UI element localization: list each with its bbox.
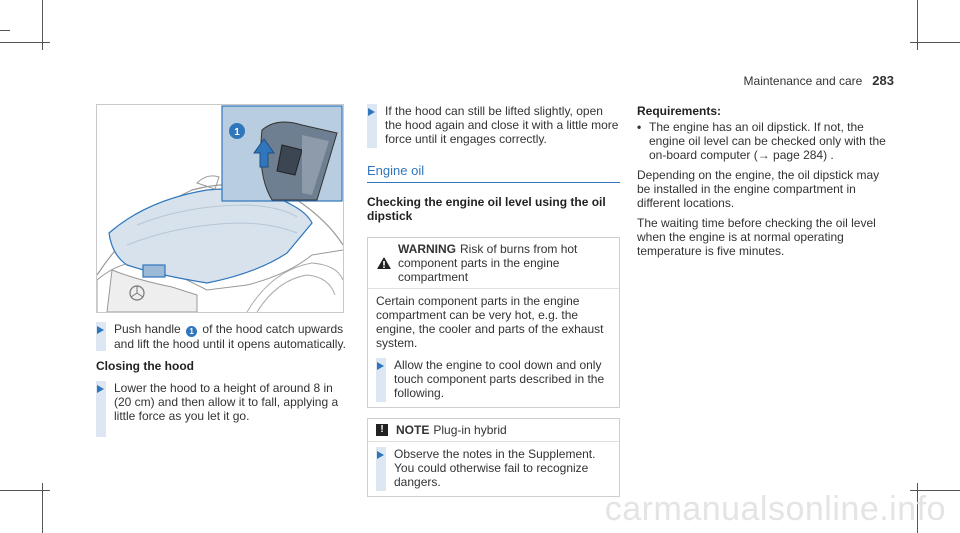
step-bar (96, 381, 106, 437)
warning-title: Risk of burns from hot component parts in the engine compartment (398, 242, 578, 284)
step-text: Allow the engine to cool down and only touch component parts described in the following. (394, 358, 605, 400)
bullet-dot: • (637, 120, 642, 134)
play-arrow-icon (377, 362, 384, 370)
step-bar (376, 447, 386, 491)
step-text: If the hood can still be lifted slightly, open the hood again and close it with a little more force until it engages correctly. (385, 104, 619, 146)
requirement-item (637, 120, 891, 162)
play-arrow-icon (97, 326, 104, 334)
warning-step (376, 358, 611, 402)
header-section: Maintenance and care (743, 74, 863, 88)
warning-triangle-icon (376, 256, 392, 270)
paragraph: The waiting time before checking the oil level when the engine is at normal operating temperature is five minutes. (637, 216, 876, 258)
step-bar (367, 104, 377, 148)
step-lower-hood (96, 381, 346, 437)
crop-mark (0, 30, 10, 31)
watermark: carmanualsonline.info (604, 490, 946, 528)
warning-label: WARNING (398, 242, 456, 256)
callout-badge: 1 (186, 326, 197, 337)
section-title: Engine oil (367, 164, 620, 183)
note-step (376, 447, 611, 491)
figure-callout: 1 (234, 127, 240, 138)
middle-column (367, 104, 620, 497)
crop-mark (42, 483, 43, 533)
note-box (367, 418, 620, 497)
left-column (96, 322, 346, 437)
paragraph: Depending on the engine, the oil dipstick may be installed in the engine compartment in different locations. (637, 168, 880, 210)
closing-hood-heading: Closing the hood (96, 359, 194, 373)
warning-box (367, 237, 620, 408)
note-title: Plug-in hybrid (433, 423, 507, 437)
page-header (744, 73, 894, 88)
requirement-text: The engine has an oil dipstick. If not, the engine oil level can be checked only with the on-board computer (→ page 284) . (649, 120, 886, 162)
crop-mark (910, 42, 960, 43)
right-column (637, 104, 891, 258)
play-arrow-icon (377, 451, 384, 459)
step-text: Lower the hood to a height of around 8 in (20 cm) and then allow it to fall, applying a little force as you let it go. (114, 381, 339, 423)
step-push-handle (96, 322, 346, 351)
step-text: Observe the notes in the Supplement. You could otherwise fail to recognize dangers. (394, 447, 596, 489)
play-arrow-icon (97, 385, 104, 393)
step-close-again (367, 104, 620, 148)
requirements-heading: Requirements: (637, 104, 722, 118)
step-suffix: of the hood catch upwards and lift the hood until it opens automatically. (114, 322, 346, 351)
step-prefix: Push handle (114, 322, 181, 336)
exclamation-icon: ! (376, 424, 388, 436)
step-bar (376, 358, 386, 402)
page-number: 283 (872, 73, 894, 88)
hood-illustration (96, 104, 344, 313)
subheading: Checking the engine oil level using the oil dipstick (367, 195, 606, 223)
step-bar (96, 322, 106, 351)
note-label: NOTE (396, 423, 430, 437)
play-arrow-icon (368, 108, 375, 116)
crop-mark (0, 42, 50, 43)
warning-body: Certain component parts in the engine compartment can be very hot, e.g. the engine, the cooler and parts of the exhaust system. (376, 294, 604, 350)
